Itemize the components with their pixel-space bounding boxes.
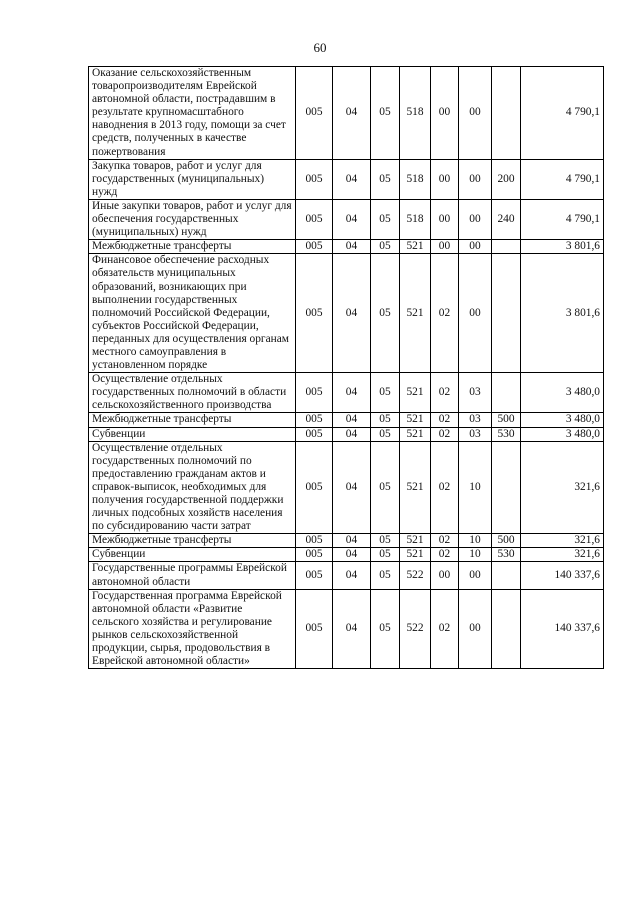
expense-type-code: 500 — [492, 534, 521, 548]
expense-type-code — [492, 589, 521, 669]
ministry-code: 005 — [296, 589, 333, 669]
section-code: 04 — [333, 159, 371, 199]
row-name: Осуществление отдельных государственных полномочий по предоставлению гражданам актов и справок-выписок, необходимых для получения государственной поддержки личных подсобных хозяйств населения по субсидированию части затрат — [89, 441, 296, 534]
target-article-code-2: 00 — [431, 562, 459, 589]
table-row — [89, 548, 604, 562]
ministry-code: 005 — [296, 254, 333, 373]
table-row — [89, 240, 604, 254]
subsection-code: 05 — [371, 413, 400, 427]
target-article-code-1: 521 — [400, 373, 431, 413]
target-article-code-2: 02 — [431, 589, 459, 669]
target-article-code-3: 03 — [459, 373, 492, 413]
target-article-code-3: 00 — [459, 240, 492, 254]
amount: 140 337,6 — [521, 562, 604, 589]
table-row — [89, 427, 604, 441]
expense-type-code: 200 — [492, 159, 521, 199]
target-article-code-1: 521 — [400, 441, 431, 534]
target-article-code-3: 03 — [459, 413, 492, 427]
subsection-code: 05 — [371, 441, 400, 534]
ministry-code: 005 — [296, 441, 333, 534]
budget-table — [88, 66, 604, 669]
subsection-code: 05 — [371, 427, 400, 441]
ministry-code: 005 — [296, 562, 333, 589]
section-code: 04 — [333, 534, 371, 548]
table-row — [89, 441, 604, 534]
expense-type-code: 500 — [492, 413, 521, 427]
target-article-code-3: 10 — [459, 441, 492, 534]
amount: 321,6 — [521, 534, 604, 548]
target-article-code-1: 521 — [400, 240, 431, 254]
table-row — [89, 67, 604, 160]
ministry-code: 005 — [296, 67, 333, 160]
row-name: Государственные программы Еврейской автономной области — [89, 562, 296, 589]
section-code: 04 — [333, 562, 371, 589]
ministry-code: 005 — [296, 240, 333, 254]
target-article-code-1: 518 — [400, 67, 431, 160]
expense-type-code: 530 — [492, 427, 521, 441]
subsection-code: 05 — [371, 254, 400, 373]
subsection-code: 05 — [371, 589, 400, 669]
table-row — [89, 413, 604, 427]
target-article-code-1: 518 — [400, 159, 431, 199]
amount: 4 790,1 — [521, 159, 604, 199]
row-name: Межбюджетные трансферты — [89, 240, 296, 254]
expense-type-code — [492, 441, 521, 534]
row-name: Оказание сельскохозяйственным товаропроизводителям Еврейской автономной области, пострадавшим в результате крупномасштабного наводнения в 2013 году, помощи за счет средств, полученных в качестве пожертвования — [89, 67, 296, 160]
target-article-code-3: 10 — [459, 534, 492, 548]
row-name: Закупка товаров, работ и услуг для государственных (муниципальных) нужд — [89, 159, 296, 199]
table-row — [89, 373, 604, 413]
amount: 321,6 — [521, 548, 604, 562]
amount: 3 480,0 — [521, 427, 604, 441]
row-name: Субвенции — [89, 427, 296, 441]
amount: 3 801,6 — [521, 240, 604, 254]
target-article-code-3: 10 — [459, 548, 492, 562]
subsection-code: 05 — [371, 373, 400, 413]
table-row — [89, 159, 604, 199]
row-name: Иные закупки товаров, работ и услуг для обеспечения государственных (муниципальных) нужд — [89, 199, 296, 239]
row-name: Финансовое обеспечение расходных обязательств муниципальных образований, возникающих при выполнении государственных полномочий Российской Федерации, субъектов Российской Федерации, переданных для осуществления органам местного самоуправления в установленном порядке — [89, 254, 296, 373]
ministry-code: 005 — [296, 199, 333, 239]
target-article-code-3: 03 — [459, 427, 492, 441]
ministry-code: 005 — [296, 159, 333, 199]
row-name: Государственная программа Еврейской автономной области «Развитие сельского хозяйства и регулирование рынков сельскохозяйственной продукции, сырья, продовольствия в Еврейской автономной области» — [89, 589, 296, 669]
subsection-code: 05 — [371, 67, 400, 160]
row-name: Субвенции — [89, 548, 296, 562]
row-name: Межбюджетные трансферты — [89, 413, 296, 427]
page-number: 60 — [313, 40, 327, 55]
target-article-code-3: 00 — [459, 254, 492, 373]
subsection-code: 05 — [371, 159, 400, 199]
amount: 321,6 — [521, 441, 604, 534]
target-article-code-2: 02 — [431, 254, 459, 373]
target-article-code-3: 00 — [459, 589, 492, 669]
table-row — [89, 254, 604, 373]
section-code: 04 — [333, 199, 371, 239]
amount: 4 790,1 — [521, 67, 604, 160]
target-article-code-2: 02 — [431, 427, 459, 441]
expense-type-code — [492, 562, 521, 589]
subsection-code: 05 — [371, 562, 400, 589]
table-row — [89, 199, 604, 239]
section-code: 04 — [333, 589, 371, 669]
ministry-code: 005 — [296, 413, 333, 427]
target-article-code-3: 00 — [459, 562, 492, 589]
section-code: 04 — [333, 373, 371, 413]
target-article-code-3: 00 — [459, 159, 492, 199]
target-article-code-1: 522 — [400, 562, 431, 589]
target-article-code-1: 521 — [400, 427, 431, 441]
subsection-code: 05 — [371, 534, 400, 548]
section-code: 04 — [333, 548, 371, 562]
target-article-code-2: 00 — [431, 240, 459, 254]
subsection-code: 05 — [371, 199, 400, 239]
expense-type-code: 240 — [492, 199, 521, 239]
amount: 3 480,0 — [521, 373, 604, 413]
target-article-code-2: 02 — [431, 373, 459, 413]
section-code: 04 — [333, 413, 371, 427]
section-code: 04 — [333, 254, 371, 373]
target-article-code-2: 02 — [431, 413, 459, 427]
target-article-code-2: 02 — [431, 548, 459, 562]
expense-type-code — [492, 254, 521, 373]
target-article-code-1: 521 — [400, 534, 431, 548]
ministry-code: 005 — [296, 548, 333, 562]
target-article-code-1: 522 — [400, 589, 431, 669]
row-name: Межбюджетные трансферты — [89, 534, 296, 548]
section-code: 04 — [333, 427, 371, 441]
target-article-code-2: 02 — [431, 534, 459, 548]
target-article-code-1: 521 — [400, 254, 431, 373]
target-article-code-3: 00 — [459, 67, 492, 160]
amount: 3 480,0 — [521, 413, 604, 427]
table-row — [89, 562, 604, 589]
row-name: Осуществление отдельных государственных полномочий в области сельскохозяйственного производства — [89, 373, 296, 413]
expense-type-code — [492, 67, 521, 160]
table-row — [89, 589, 604, 669]
subsection-code: 05 — [371, 240, 400, 254]
section-code: 04 — [333, 240, 371, 254]
ministry-code: 005 — [296, 373, 333, 413]
expense-type-code — [492, 240, 521, 254]
ministry-code: 005 — [296, 427, 333, 441]
table-row — [89, 534, 604, 548]
expense-type-code: 530 — [492, 548, 521, 562]
target-article-code-1: 518 — [400, 199, 431, 239]
amount: 140 337,6 — [521, 589, 604, 669]
section-code: 04 — [333, 441, 371, 534]
target-article-code-1: 521 — [400, 413, 431, 427]
target-article-code-2: 00 — [431, 199, 459, 239]
section-code: 04 — [333, 67, 371, 160]
target-article-code-1: 521 — [400, 548, 431, 562]
target-article-code-2: 00 — [431, 159, 459, 199]
subsection-code: 05 — [371, 548, 400, 562]
target-article-code-3: 00 — [459, 199, 492, 239]
amount: 3 801,6 — [521, 254, 604, 373]
target-article-code-2: 00 — [431, 67, 459, 160]
amount: 4 790,1 — [521, 199, 604, 239]
ministry-code: 005 — [296, 534, 333, 548]
expense-type-code — [492, 373, 521, 413]
target-article-code-2: 02 — [431, 441, 459, 534]
